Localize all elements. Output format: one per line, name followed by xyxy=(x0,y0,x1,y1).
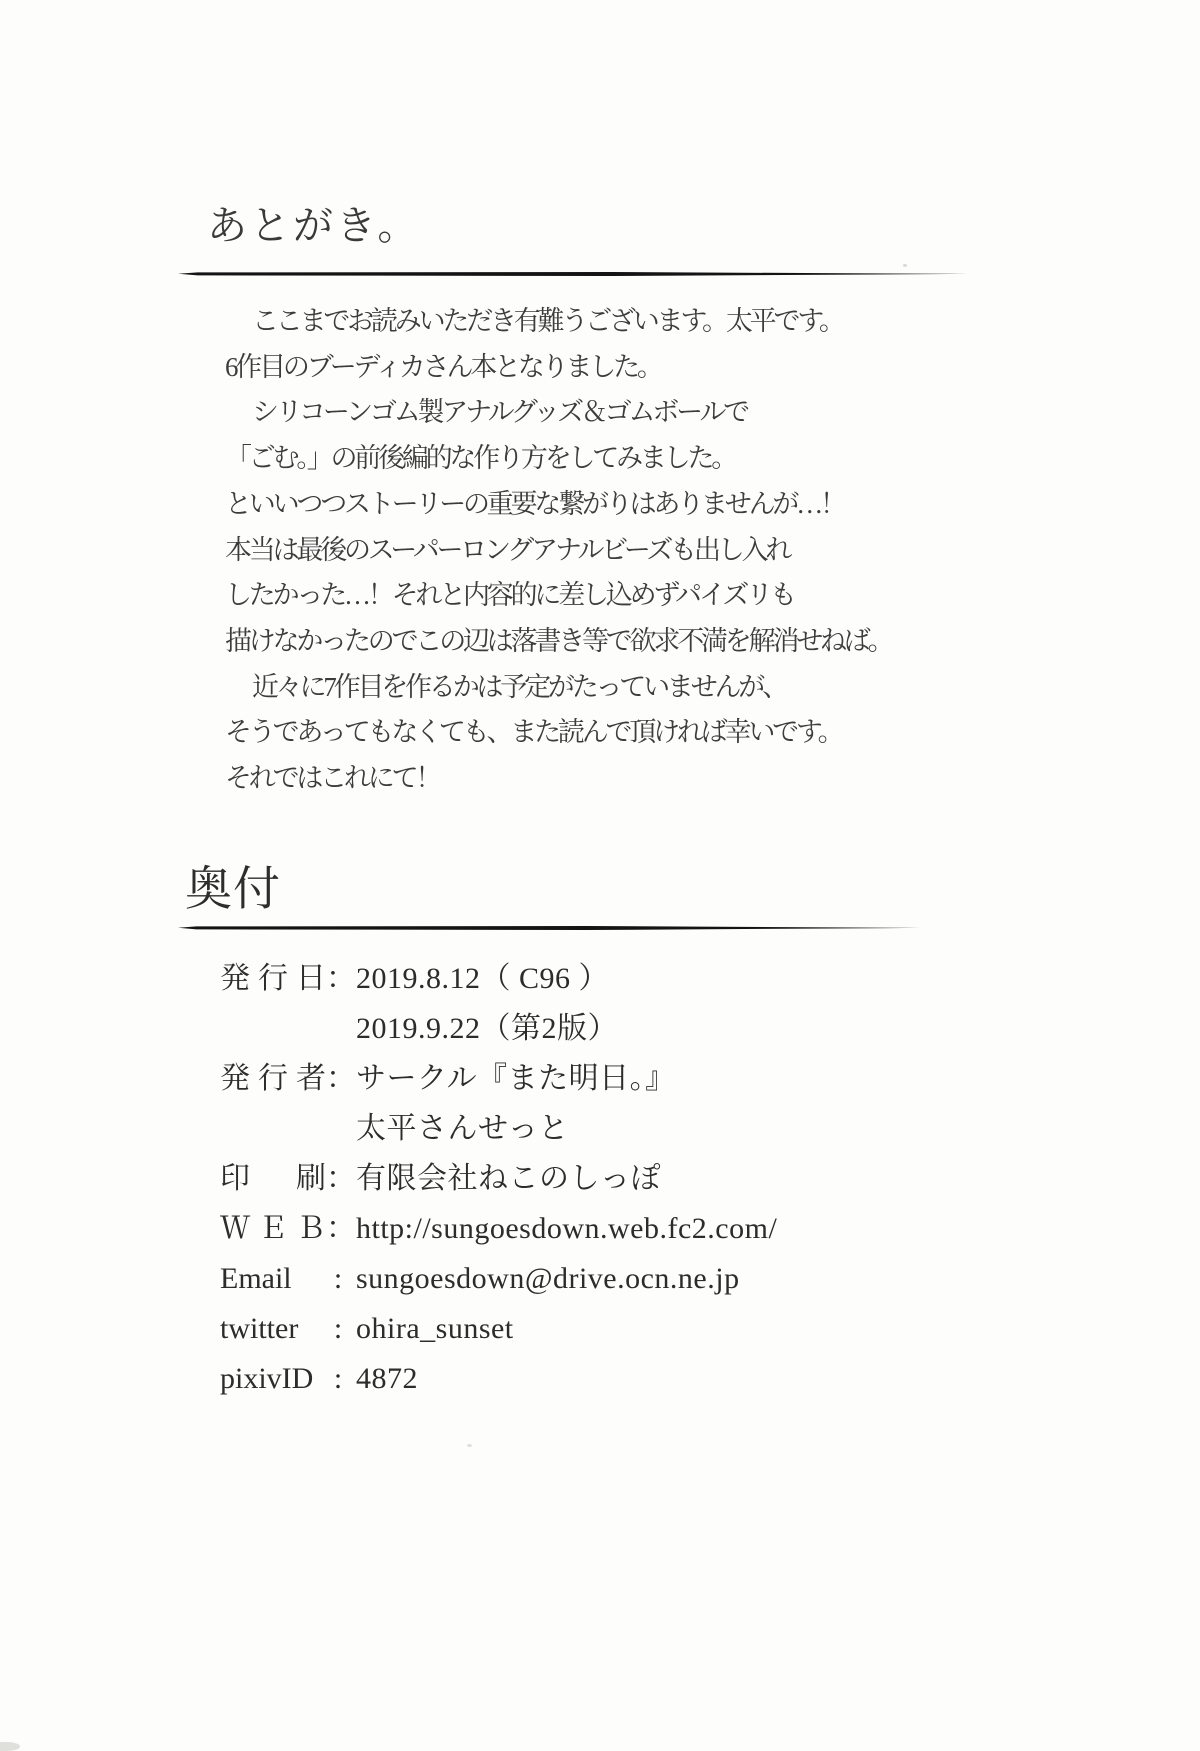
colophon-label: 発行日 xyxy=(220,962,326,995)
colophon-row xyxy=(220,1004,777,1054)
colophon-row xyxy=(220,1054,777,1104)
publish-date-value: 2019.8.12（ C96 ） xyxy=(356,962,610,995)
afterword-line: シリコーンゴム製アナルグッズ＆ゴムボールで xyxy=(252,397,747,428)
colophon-colon: ： xyxy=(326,962,356,995)
colophon-colon: : xyxy=(333,1362,343,1395)
afterword-line: したかった…！それと内容的に差し込めずパイズリも xyxy=(225,580,794,611)
colophon-label: pixivID xyxy=(220,1362,314,1395)
colophon-row xyxy=(220,1354,777,1404)
colophon-colon: : xyxy=(333,1262,343,1295)
afterword-line: それではこれにて！ xyxy=(225,763,440,794)
afterword-line: といいつつストーリーの重要な繋がりはありませんが…！ xyxy=(225,488,844,519)
colophon-label: 発行者 xyxy=(220,1062,326,1095)
heading-divider xyxy=(178,926,920,930)
second-edition-date-value: 2019.9.22（第2版） xyxy=(356,1012,618,1045)
colophon-row xyxy=(220,1204,777,1254)
web-url-value: http://sungoesdown.web.fc2.com/ xyxy=(356,1212,778,1245)
colophon-table xyxy=(220,954,777,1404)
colophon-colon: ： xyxy=(326,1212,356,1245)
colophon-row xyxy=(220,1304,777,1354)
colophon-colon: ： xyxy=(326,1062,356,1095)
printer-value: 有限会社ねこのしっぽ xyxy=(356,1162,661,1195)
afterword-body xyxy=(225,299,985,802)
afterword-line: ここまでお読みいただき有難うございます。太平です。 xyxy=(252,306,843,336)
afterword-line: 「ごむ。」の前後編的な作り方をしてみました。 xyxy=(225,443,736,474)
scan-speck xyxy=(467,1444,472,1447)
colophon-row xyxy=(220,1104,777,1154)
colophon-row xyxy=(220,1154,777,1204)
afterword-line: 近々に7作目を作るかは予定がたっていませんが、 xyxy=(252,671,786,702)
colophon-colon: : xyxy=(333,1312,343,1345)
scan-speck xyxy=(903,264,907,267)
colophon-label: twitter xyxy=(220,1312,299,1345)
colophon-row xyxy=(220,954,777,1004)
heading-divider xyxy=(178,272,968,276)
afterword-line: そうであってもなくても、また読んで頂ければ幸いです。 xyxy=(225,717,842,748)
scan-speck xyxy=(0,1742,20,1751)
colophon-label: Email xyxy=(220,1262,292,1295)
twitter-handle-value: ohira_sunset xyxy=(356,1312,514,1345)
pixiv-id-value: 4872 xyxy=(356,1362,418,1395)
publisher-value: サークル『また明日。』 xyxy=(356,1062,676,1095)
colophon-colon: ： xyxy=(326,1162,356,1195)
afterword-line: 描けなかったのでこの辺は落書き等で欲求不満を解消せねば。 xyxy=(225,625,892,656)
colophon-heading: 奥付 xyxy=(185,864,281,916)
afterword-line: 本当は最後のスーパーロングアナルビーズも出し入れ xyxy=(225,534,790,565)
colophon-label: ＷＥＢ xyxy=(220,1212,326,1245)
afterword-line: 6作目のブーディカさん本となりました。 xyxy=(225,351,661,382)
author-name-value: 太平さんせっと xyxy=(356,1112,569,1145)
colophon-row xyxy=(220,1254,777,1304)
afterword-heading: あとがき。 xyxy=(207,203,421,248)
email-value: sungoesdown@drive.ocn.ne.jp xyxy=(356,1262,740,1295)
colophon-label: 印 刷 xyxy=(220,1162,326,1195)
